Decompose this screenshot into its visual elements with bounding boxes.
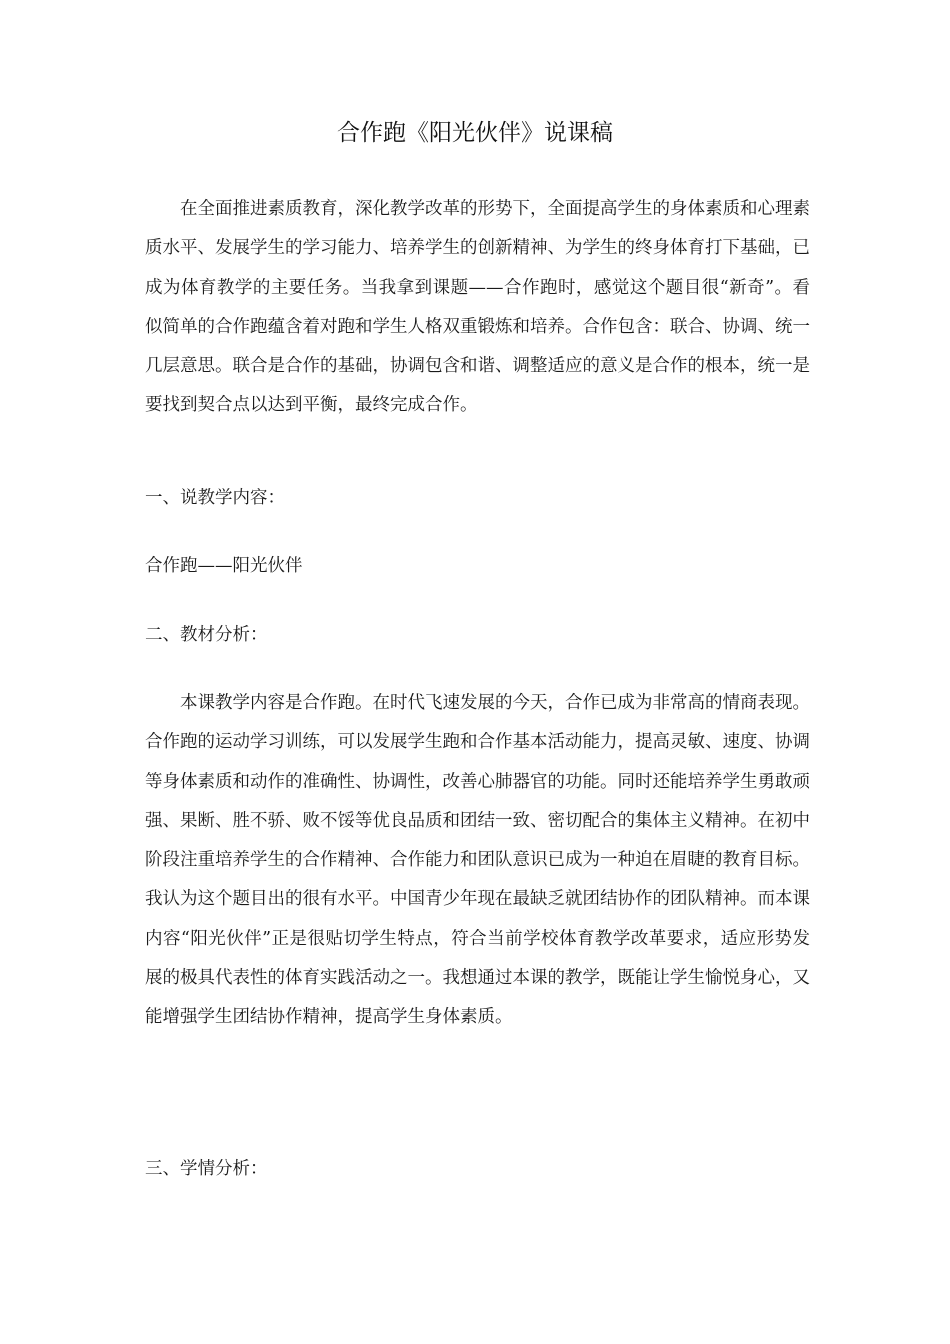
section-heading-student-analysis: 三、学情分析： — [145, 1159, 268, 1179]
section-heading-teaching-content: 一、说教学内容： — [145, 488, 285, 508]
section-heading-material-analysis: 二、教材分析： — [145, 625, 268, 645]
document-title: 合作跑《阳光伙伴》说课稿 — [337, 120, 613, 146]
teaching-content-text: 合作跑——阳光伙伴 — [145, 556, 303, 576]
intro-paragraph: 在全面推进素质教育，深化教学改革的形势下，全面提高学生的身体素质和心理素质水平、发展学生的学习能力、培养学生的创新精神、为学生的终身体育打下基础，已成为体育教学的主要任务。当我拿到课题——合作跑时，感觉这个题目很“新奇”。看似简单的合作跑蕴含着对跑和学生人格双重锻炼和培养。合作包含：联合、协调、统一几层意思。联合是合作的基础，协调包含和谐、调整适应的意义是合作的根本，统一是要找到契合点以达到平衡，最终完成合作。 — [145, 199, 810, 416]
material-analysis-paragraph: 本课教学内容是合作跑。在时代飞速发展的今天，合作已成为非常高的情商表现。合作跑的运动学习训练，可以发展学生跑和合作基本活动能力，提高灵敏、速度、协调等身体素质和动作的准确性、协调性，改善心肺器官的功能。同时还能培养学生勇敢顽强、果断、胜不骄、败不馁等优良品质和团结一致、密切配合的集体主义精神。在初中阶段注重培养学生的合作精神、合作能力和团队意识已成为一种迫在眉睫的教育目标。我认为这个题目出的很有水平。中国青少年现在最缺乏就团结协作的团队精神。而本课内容“阳光伙伴”正是很贴切学生特点，符合当前学校体育教学改革要求，适应形势发展的极具代表性的体育实践活动之一。我想通过本课的教学，既能让学生愉悦身心，又能增强学生团结协作精神，提高学生身体素质。 — [145, 693, 810, 1028]
